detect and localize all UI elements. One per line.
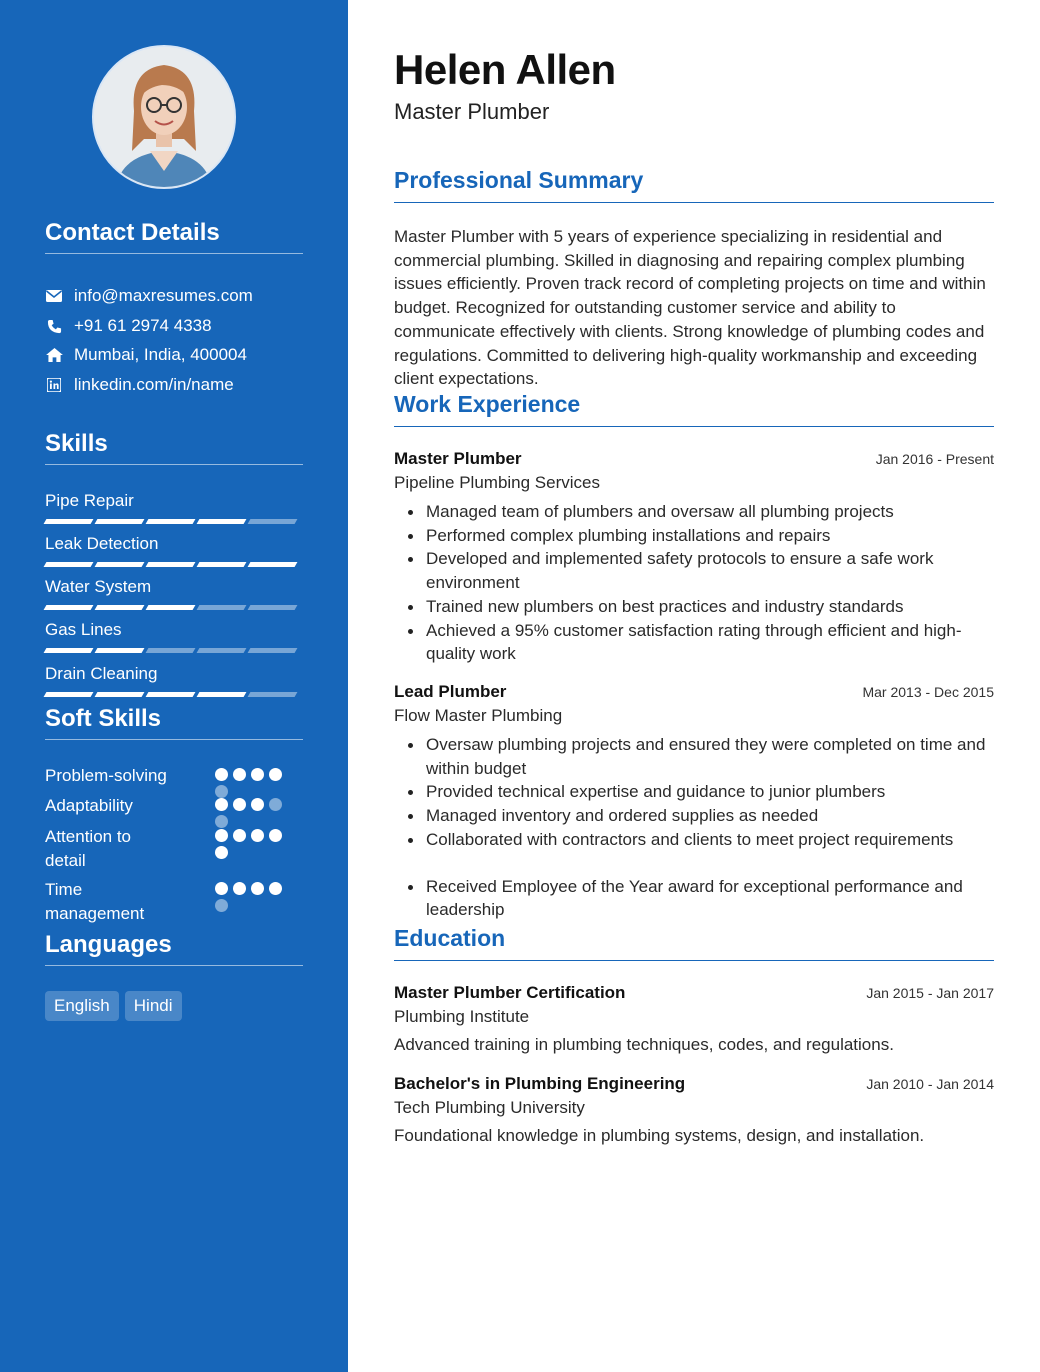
- skill-level-segment: [95, 648, 145, 653]
- soft-skill-item: [45, 878, 303, 926]
- skill-level-bar: [45, 605, 303, 610]
- candidate-name: Helen Allen: [394, 46, 616, 93]
- rating-dot: [251, 882, 264, 895]
- rating-dot: [215, 899, 228, 912]
- skill-level-segment: [248, 519, 298, 524]
- rating-dot: [251, 829, 264, 842]
- education-heading: Education: [394, 925, 994, 961]
- contact-email-text: info@maxresumes.com: [74, 286, 253, 305]
- education-description: Foundational knowledge in plumbing systems, design, and installation.: [394, 1126, 925, 1145]
- job-company: Pipeline Plumbing Services: [394, 473, 600, 492]
- skill-level-segment: [44, 562, 94, 567]
- home-icon: [45, 347, 63, 363]
- list-item: Collaborated with contractors and clients to meet project requirements: [394, 828, 994, 852]
- linkedin-icon: [45, 377, 63, 393]
- skill-level-bar: [45, 648, 303, 653]
- job-entry: [394, 682, 994, 922]
- list-item: Managed team of plumbers and oversaw all plumbing projects: [394, 500, 994, 524]
- skill-level-segment: [197, 519, 247, 524]
- skills-heading: Skills: [45, 430, 303, 465]
- skill-level-segment: [197, 562, 247, 567]
- skill-name: Gas Lines: [45, 620, 122, 639]
- skill-level-segment: [146, 519, 196, 524]
- language-tags: [45, 991, 182, 1021]
- list-item: Received Employee of the Year award for exceptional performance and leadership: [394, 875, 994, 922]
- skill-name: Leak Detection: [45, 534, 159, 553]
- soft-skill-rating: [215, 798, 291, 828]
- job-date: Jan 2016 - Present: [875, 451, 994, 467]
- rating-dot: [215, 768, 228, 781]
- job-title: Lead Plumber: [394, 682, 507, 701]
- contact-phone-text: +91 61 2974 4338: [74, 316, 212, 335]
- skill-level-segment: [44, 519, 94, 524]
- job-bullets: [394, 500, 994, 666]
- contact-linkedin[interactable]: [45, 374, 234, 396]
- soft-skill-item: [45, 764, 303, 788]
- skill-level-segment: [197, 648, 247, 653]
- education-date: Jan 2010 - Jan 2014: [866, 1076, 994, 1092]
- rating-dot: [233, 829, 246, 842]
- job-entry: [394, 449, 994, 666]
- rating-dot: [251, 798, 264, 811]
- skill-level-segment: [197, 692, 247, 697]
- school-name: Plumbing Institute: [394, 1007, 530, 1026]
- languages-heading: Languages: [45, 931, 303, 966]
- soft-skill-name: Time management: [45, 880, 145, 923]
- skill-level-segment: [248, 692, 298, 697]
- rating-dot: [215, 798, 228, 811]
- rating-dot: [233, 798, 246, 811]
- rating-dot: [233, 882, 246, 895]
- list-item: Provided technical expertise and guidance to junior plumbers: [394, 780, 994, 804]
- rating-dot: [215, 882, 228, 895]
- rating-dot: [269, 829, 282, 842]
- candidate-title: Master Plumber: [394, 99, 550, 124]
- skill-level-segment: [44, 648, 94, 653]
- skill-level-segment: [95, 605, 145, 610]
- summary-heading: Professional Summary: [394, 167, 994, 203]
- education-date: Jan 2015 - Jan 2017: [866, 985, 994, 1001]
- contact-phone[interactable]: [45, 315, 212, 337]
- soft-skill-item: [45, 794, 303, 818]
- skill-item: [45, 620, 303, 653]
- soft-skill-name: Adaptability: [45, 796, 133, 815]
- soft-skill-name: Attention to detail: [45, 827, 132, 870]
- job-title: Master Plumber: [394, 449, 522, 468]
- list-item: Managed inventory and ordered supplies as needed: [394, 804, 994, 828]
- avatar: [92, 45, 236, 189]
- contact-address-text: Mumbai, India, 400004: [74, 345, 247, 364]
- list-item: Achieved a 95% customer satisfaction rating through efficient and high-quality work: [394, 619, 994, 666]
- degree-title: Bachelor's in Plumbing Engineering: [394, 1074, 686, 1093]
- job-date: Mar 2013 - Dec 2015: [862, 684, 994, 700]
- contact-address: [45, 344, 247, 366]
- school-name: Tech Plumbing University: [394, 1098, 585, 1117]
- skill-level-segment: [248, 648, 298, 653]
- experience-heading: Work Experience: [394, 391, 994, 427]
- language-tag: Hindi: [125, 991, 182, 1021]
- soft-skill-rating: [215, 829, 291, 859]
- profile-photo: [94, 47, 234, 187]
- skill-level-bar: [45, 562, 303, 567]
- rating-dot: [269, 882, 282, 895]
- skill-level-segment: [95, 692, 145, 697]
- rating-dot: [233, 768, 246, 781]
- skill-level-segment: [146, 605, 196, 610]
- skill-level-segment: [248, 562, 298, 567]
- contact-heading: Contact Details: [45, 219, 303, 254]
- skill-name: Water System: [45, 577, 152, 596]
- education-entry: [394, 1074, 994, 1146]
- skill-level-segment: [44, 692, 94, 697]
- skill-level-bar: [45, 519, 303, 524]
- skill-level-segment: [146, 562, 196, 567]
- job-bullets: [394, 733, 994, 922]
- job-company: Flow Master Plumbing: [394, 706, 563, 725]
- rating-dot: [269, 798, 282, 811]
- soft-skills-heading: Soft Skills: [45, 705, 303, 740]
- soft-skill-item: [45, 825, 303, 873]
- degree-title: Master Plumber Certification: [394, 983, 626, 1002]
- list-item: Trained new plumbers on best practices and industry standards: [394, 595, 994, 619]
- phone-icon: [45, 318, 63, 334]
- summary-text: Master Plumber with 5 years of experience specializing in residential and commercial plumbing. Skilled in diagnosing and repairing complex plumbing issues efficiently. Proven track record of completing projects on time and within budget. Recognized for outstanding customer service and ability to communicate effectively with clients. Strong knowledge of plumbing codes and regulations. Committed to delivering high-quality workmanship and exceeding client expectations.: [394, 227, 986, 389]
- rating-dot: [215, 846, 228, 859]
- language-tag: English: [45, 991, 119, 1021]
- skill-item: [45, 534, 303, 567]
- skill-level-segment: [44, 605, 94, 610]
- rating-dot: [269, 768, 282, 781]
- skill-item: [45, 664, 303, 697]
- skill-level-segment: [248, 605, 298, 610]
- skill-level-bar: [45, 692, 303, 697]
- envelope-icon: [45, 288, 63, 304]
- skill-level-segment: [197, 605, 247, 610]
- contact-email[interactable]: [45, 285, 253, 307]
- skill-level-segment: [95, 562, 145, 567]
- skill-level-segment: [95, 519, 145, 524]
- education-description: Advanced training in plumbing techniques, codes, and regulations.: [394, 1035, 894, 1054]
- sidebar: [0, 0, 348, 1372]
- skill-name: Pipe Repair: [45, 491, 134, 510]
- soft-skill-name: Problem-solving: [45, 766, 167, 785]
- list-item: Performed complex plumbing installations and repairs: [394, 524, 994, 548]
- skill-name: Drain Cleaning: [45, 664, 158, 683]
- rating-dot: [251, 768, 264, 781]
- skill-item: [45, 491, 303, 524]
- contact-linkedin-text: linkedin.com/in/name: [74, 375, 234, 394]
- list-item: Oversaw plumbing projects and ensured they were completed on time and within budget: [394, 733, 994, 780]
- skill-level-segment: [146, 692, 196, 697]
- list-item: Developed and implemented safety protocols to ensure a safe work environment: [394, 547, 994, 594]
- education-entry: [394, 983, 994, 1055]
- skill-level-segment: [146, 648, 196, 653]
- skill-item: [45, 577, 303, 610]
- rating-dot: [215, 829, 228, 842]
- soft-skill-rating: [215, 882, 291, 912]
